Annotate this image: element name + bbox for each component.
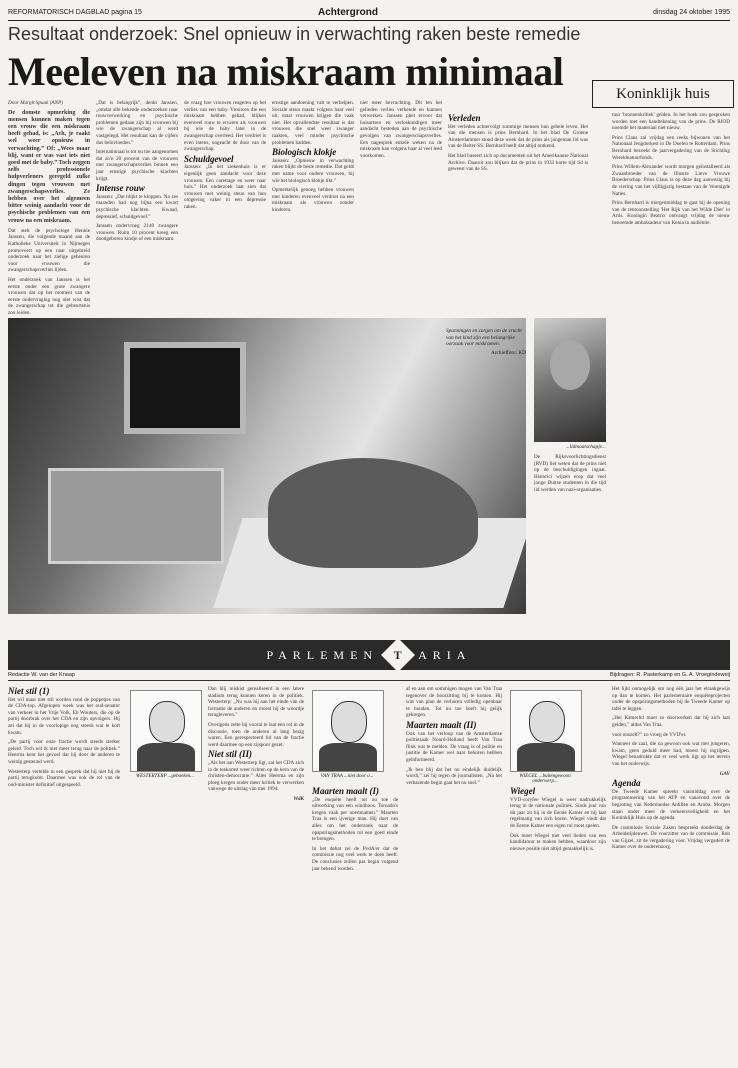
article-paragraph: ernstige aandoening valt te verhelpen. Sociale steun maakt volgens haar veel uit, maar vrouwen krijgen die vaak niet. Het opvallendste resultaat is dat vrouwen die snel weer zwanger raakten, veel minder psychische problemen hadden. bbox=[272, 100, 354, 146]
parlement-paragraph: Dan blij reiskist gerealiseerd in een latere stadium terug kunnen keren in de politiek. Westerterp: „Nu was hij aan het einde van de formatie de anderen en moest hij de woordje terugleveren.” bbox=[208, 686, 304, 719]
parlement-column-1b bbox=[130, 786, 200, 1062]
portrait-photo bbox=[534, 318, 606, 442]
cartoon-body bbox=[319, 743, 377, 772]
parlement-paragraph: „Ik ben blij dat het nu eindelijk duidelijk wordt,” zei hij tegen de journalisten. „Na het verbazende begin gaat het nu snel.” bbox=[406, 766, 502, 786]
parlement-paragraph: af en aan om sommigen mogen van Van Traa tegenover de hoorzitting bij te komen. Hij was van plan de verhoren volledig openbaar te houden. Tot nu toe heeft hij gelijk gekregen. bbox=[406, 686, 502, 719]
koninklijk-huis-header: Koninklijk huis bbox=[592, 80, 734, 108]
article-paragraph: Janssen: „Dat blijkt te kloppen. Na zes maanden had nog bijna een kwart psychische klachten. Kwaad, depressief, schuldgevoel.” bbox=[96, 193, 178, 220]
masthead bbox=[8, 6, 730, 21]
parlement-paragraph: Ook van het verloop van de Amsterdamse politiezaak Noord-Holland heeft Van Traa flink wat te melden. De vraag is of politie en justitie de Kamer wel naar behoren hebben geïnformeerd. bbox=[406, 730, 502, 763]
parlement-paragraph: „Het Kamerlid moet zo doorwerken dat hij zich laat gelden,” aldus Van Traa. bbox=[612, 715, 730, 728]
cartoon-head bbox=[529, 701, 565, 743]
koninklijk-column-1 bbox=[448, 112, 588, 316]
masthead-date: dinsdag 24 oktober 1995 bbox=[652, 9, 730, 16]
article-subheading: Biologisch klokje bbox=[272, 147, 337, 158]
article-column-4 bbox=[272, 100, 354, 316]
article-paragraph: Opmerkelijk genoeg hebben vrouwen met kinderen evenveel verdriet na een miskraam als vrouwen zonder kinderen. bbox=[272, 187, 354, 213]
parlement-contributors: Bijdragen: R. Pasterkamp en G. A. Vroegindeweij bbox=[610, 672, 730, 678]
koninklijk-column-1b bbox=[534, 454, 606, 636]
cartoon-caption: WIEGEL ...buitengewoon onderwerp... bbox=[519, 774, 571, 784]
article-column-3 bbox=[184, 100, 266, 316]
photo-caption-text: Spanningen en zorgen om de vrucht van het kind zijn een belangrijke oorzaak voor miskramen. bbox=[446, 328, 522, 348]
parlementaria-banner bbox=[8, 640, 730, 670]
koninklijk-paragraph: Prins Willem-Alexander wordt morgen geïnstalleerd als Zwaanbroeder van de Illustre Lieve Vrouwe Broederschap. Prins Claus is op deze dag aanwezig bij de viering van het vijftigjarig bestaan van de Verenigde Naties. bbox=[612, 164, 730, 197]
parlement-subheading: Niet stil (1) bbox=[8, 686, 50, 696]
koninklijk-paragraph: Het blad baseert zich op documenten uit het Amerikaanse National Archive. Daaruit zou blijken dat de prins in 1933 korte tijd lid is geweest van de SS. bbox=[448, 152, 588, 173]
cartoon-caption: VAN TRAA ...niet door o... bbox=[320, 774, 374, 779]
parlement-signature: GAV bbox=[719, 770, 730, 777]
divider-rule bbox=[8, 680, 730, 681]
article-subheading: Intense rouw bbox=[96, 183, 145, 194]
parlement-paragraph: De commissie Sociale Zaken bespreekt donderdag de Arbeidstijdenwet. De voorzitter van de commissie, Rob van Gijzel, zit de vergadering voor. Vrijdag vergadert de Kamer over de ouderenzorg. bbox=[612, 824, 730, 851]
parlement-signature: WdK bbox=[293, 795, 304, 802]
article-continuation bbox=[8, 616, 526, 636]
masthead-paper: REFORMATORISCH DAGBLAD pagina 15 bbox=[8, 9, 142, 16]
cartoon-van-traa bbox=[312, 690, 384, 772]
banner-text-right: ARIA bbox=[418, 647, 472, 662]
parlement-subheading: Agenda bbox=[612, 778, 641, 789]
parlement-paragraph: Overigens zette hij vooral te laat een rol in de discussie, toen de anderen al lang bezig waren. Een gerespecteerd lid van de fractie werd daarmee op een zijspoor gezet. bbox=[208, 721, 304, 748]
parlement-editor: Redactie W. van der Knaap bbox=[8, 672, 75, 678]
article-column-5 bbox=[360, 100, 442, 316]
parlement-column-1 bbox=[8, 686, 120, 1062]
article-headline: Meeleven na miskraam minimaal bbox=[8, 49, 564, 94]
banner-text-left: PARLEMEN bbox=[266, 647, 379, 662]
parlement-column-2 bbox=[208, 686, 304, 1062]
photo-ultrasound-machine bbox=[48, 468, 224, 564]
parlement-paragraph: Het lijkt onmogelijk om nog één jaar het elraakgewijs op dan te komen. Het parlementaire enquêteprojecten onder de opsporingsmethoden bij de Tweede Kamer op tafel te leggen. bbox=[612, 686, 730, 712]
article-paragraph: „Dat is belangrijk”, denkt Janssen, „omdat alle bekende onderzoeken naar rouwverwerking en psychische problemen gedaan zijn bij vrouwen bij wie de zwangerschap al werd vastgelegd. Het resultaat kan de cijfers dus beïnvloeden.” bbox=[96, 100, 178, 146]
koninklijk-paragraph: De Rijksvoorlichtingsdienst (RVD) liet weten dat de prins niet op de beschuldigingen ingaat. Historici wijzen erop dat veel jonge Duitse studenten in die tijd lid werden van nazi-organisaties. bbox=[534, 454, 606, 493]
photo-caption bbox=[446, 328, 526, 356]
hospital-photo bbox=[8, 318, 526, 614]
koninklijk-subheading: Verleden bbox=[448, 113, 481, 123]
cartoon-westerterp bbox=[130, 690, 202, 772]
koninklijk-paragraph: tuur 'bronnenkritiek' gelden. In het boek zou gesproken worden met een handtekening van de prins. De RIOD noemde het materiaal niet nieuw. bbox=[612, 112, 730, 132]
parlement-paragraph: „Als het aan Westerterp ligt, zal het CDA zich in de toekomst weer richten op de kern van de christen-democratie.” Alles Heerma en zijn ploeg kregen onder meer kritiek te verwerken vanwege de uitslag van mei 1994. bbox=[208, 759, 304, 793]
parlement-subheading: Niet stil (II) bbox=[208, 749, 252, 760]
cartoon-caption: WESTERTERP ...geboeken... bbox=[135, 774, 195, 779]
parlement-paragraph: „De partij voor onze fractie wordt steeds sterker geleid. Toch wil ik niet meer terug naar de politiek.” Heerma kent het gevoel dat hij door de anderen te weinig gesteund werd. bbox=[8, 739, 120, 765]
banner-emblem-letter: T bbox=[394, 647, 403, 662]
article-subheading: Schuldgevoel bbox=[184, 153, 234, 164]
parlement-paragraph: Ook moet Wiegel met veel lieden van een kandidatuur te maken hebben, waardoor zijn nieuwe positie niet altijd gemakkelijk is. bbox=[510, 832, 606, 852]
parlement-column-5b bbox=[510, 786, 606, 1062]
portrait-caption: ...lidmaatschapje... bbox=[565, 444, 606, 450]
photo-credit: Archieffoto: KD bbox=[490, 349, 526, 356]
article-column-1 bbox=[8, 100, 90, 316]
parlement-subheading: Wiegel bbox=[510, 786, 536, 796]
article-paragraph: Dat stelt de psychologe Hennie Janssen, die volgende maand aan de Katholieke Universiteit in Nijmegen promoveert op een naar uitgebreid onderzoek naar het zielige gebeuren voor vrouwen die zwangerschapsverlies lijden. bbox=[8, 227, 90, 274]
koninklijk-paragraph: Prins Claus zal vrijdag een reeks bijwonen van het Nationaal Jeugdorkest in De Doelen te Rotterdam. Prins Bernhard bezoekt de jaarvergadering van de Stichting Wereldnatuurfonds. bbox=[612, 134, 730, 161]
parlement-paragraph: Het wil maar niet stil worden rond de poppetjes van de CDA-top. Afgelopen week was het oud-senator van verkeer in het Vrije Volk, Eb Wouters, die op de partij doorbrak over het CDA en zijn opvolgers. Hij zei dat hij in de voorlopige nog steeds wat te kort kwam. bbox=[8, 696, 120, 736]
parlement-subheading: Maarten maalt (II) bbox=[406, 719, 477, 730]
parlement-paragraph: In het debat zei de PvdA'er dat de commissie nog veel werk te doen heeft. De conclusies zullen pas begin volgend jaar bekend worden. bbox=[312, 845, 398, 872]
koninklijk-paragraph: Prins Bernhard is morgenmiddag te gast bij de opening van de tentoonstelling 'Het Rijk van het Wilde Dier' in Artis. Koningin Beatrix ontvangt vrijdag de nieuw benoemde ambassadeur van Kenia in audiëntie. bbox=[612, 200, 730, 226]
parlement-column-6 bbox=[612, 686, 730, 1062]
masthead-section: Achtergrond bbox=[318, 7, 378, 18]
parlement-paragraph: De Tweede Kamer spreekt vanmiddag over de programmering van het ATP en vanavond over de begroting van Nederlandse Antillen en Aruba. Morgen staan onder meer de verkeersveiligheid en het Koninklijk Huis op de agenda. bbox=[612, 788, 730, 822]
cartoon-head bbox=[331, 701, 367, 743]
article-paragraph: Janssen ondervroeg 2140 zwangere vrouwen. Ruim 10 procent kreeg een doodgeboren kindje of een miskraam. bbox=[96, 223, 178, 243]
koninklijk-paragraph: Het verleden achtervolgt sommige mensen hun gehele leven. Het van die mensen is prins Bernhard. In het blad De Groene Amsterdammer stond deze week dat de prins als jongeman lid was van de Reiter-SS. Bernhard heeft dat altijd ontkend. bbox=[448, 123, 588, 150]
parlement-paragraph: VVD-coryfee Wiegel is weer nadrukkelijk terug in de nationale politiek. Sinds juni van dit jaar zit hij in de Eerste Kamer en hij laat regelmatig van zich horen. Wiegel vindt dat de Eerste Kamer een eigen rol moet spelen. bbox=[510, 796, 606, 829]
article-intro: De domste opmerking die mensen kunnen maken tegen een vrouw die een miskraam heeft gehad, is: „Ach, je raakt wel weer opnieuw in verwachting.” Of: „Wees maar blij, want er was vast iets niet goed met de baby.” Toch zeggen zelfs professionele hulpverleners geregeld zulke dingen tegen vrouwen met zwangerschapsverlies. Ze hebben over het algemeen bitter weinig aandacht voor de psychische problemen van een vrouw na een miskraam. bbox=[8, 109, 90, 224]
koninklijk-column-2 bbox=[612, 112, 730, 636]
article-paragraph: Internationaal is tot nu toe aangenomen dat zo'n 20 procent van de vrouwen met zwangerschapsverlies binnen een jaar ernstige psychische klachten krijgt. bbox=[96, 149, 178, 182]
cartoon-body bbox=[517, 743, 575, 772]
cartoon-head bbox=[149, 701, 185, 743]
article-paragraph: de vraag hoe vrouwen reageren op het verlies van een baby. Vrouwen die een miskraam hebben gehad, blijken evenveel rouw te ervaren als vrouwen bij wie de baby later in de zwangerschap overleed. Het verdriet is even intens, ongeacht de duur van de zwangerschap. bbox=[184, 100, 266, 153]
photo-monitor bbox=[124, 342, 246, 434]
parlement-column-3 bbox=[312, 786, 398, 1062]
parlement-column-4 bbox=[406, 686, 502, 1062]
article-paragraph: niet meer bevruchting. Dit ten het gelieden verlies verkende en kunnen verwerken. Janssen pleit ervoor dat huisartsen en verloskundigen meer aandacht besteden aan de psychische gevolgen van zwangerschapsverlies. Een nagesprek enkele weken na de miskraam kan volgens haar al veel leed voorkomen. bbox=[360, 100, 442, 159]
parlement-subheading: Maarten maalt (I) bbox=[312, 786, 380, 796]
article-kicker: Resultaat onderzoek: Snel opnieuw in verwachting raken beste remedie bbox=[8, 24, 581, 44]
banner-emblem bbox=[381, 638, 415, 672]
cartoon-body bbox=[137, 743, 195, 772]
parlement-paragraph: Wanneer de zaal, die na gewoon ook wat met jongeren, kwam, geen geduld meer had, moest hij ingrijpen. Wiegel benadrukte dat er veel werk ligt op het terrein van het onderwijs. bbox=[612, 741, 730, 767]
parlement-paragraph: voor onszelf?” zo vroeg de VVD'er. bbox=[612, 731, 687, 738]
parlement-column-5-spacer bbox=[586, 686, 606, 782]
article-paragraph: Het onderzoek van Janssen is het eerste onder een grote zwangere vrouwen dat op het moment van de eerste ondervraging nog niet wist dat de zwangerschap tot die gebeurtenis zou leiden. bbox=[8, 277, 90, 316]
article-column-2 bbox=[96, 100, 178, 316]
article-paragraph: Janssen: „In het ziekenhuis is er eigenlijk geen aandacht voor deze vrouwen. Een curettage en weer naar huis.” Het onderzoek laat zien dat vrouwen met weinig steun van hun omgeving vaker in een depressie raken. bbox=[184, 164, 266, 210]
article-byline: Door Margit Spaak (ANP) bbox=[8, 100, 63, 106]
cartoon-wiegel bbox=[510, 690, 582, 772]
portrait-face bbox=[550, 340, 590, 390]
photo-patient bbox=[268, 458, 478, 568]
parlement-paragraph: Westerterp vertelde in een gesprek dat hij niet bij de partij terugkomt. Daarmee was ook de rol van de oud-minister definitief uitgespeeld. bbox=[8, 768, 120, 788]
parlement-paragraph: „De enquête heeft tot nu toe de uitwerking van een windhoos. Tornado's kregen vaak per noemnamen.” Maarten Traa is een ijverige man. Hij doet van alles om het onderzoek naar de opsporingsmethoden tot een goed einde te brengen. bbox=[312, 796, 398, 843]
article-paragraph: Janssen: „Opnieuw in verwachting raken blijkt de beste remedie. Dat geldt met name voor oudere vrouwen, bij wie het biologisch klokje tikt.” bbox=[272, 157, 354, 184]
